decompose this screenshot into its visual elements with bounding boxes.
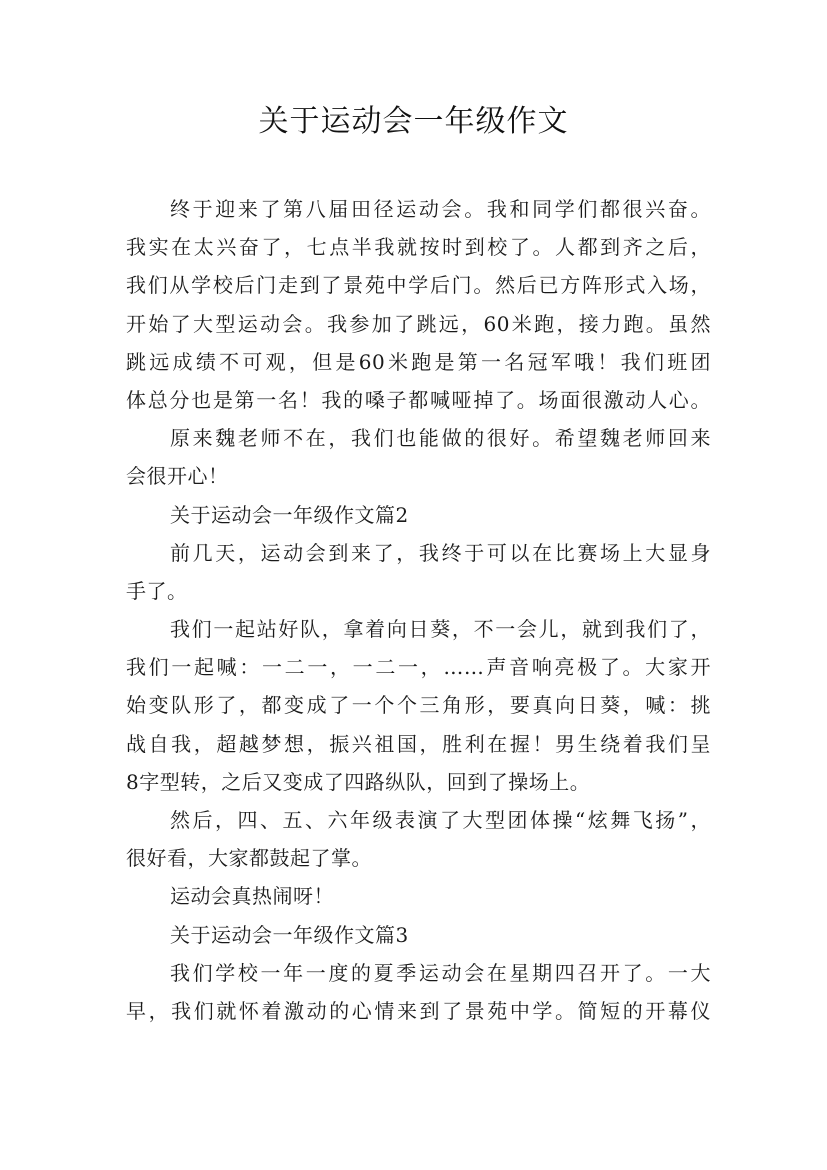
text-line: 关于运动会一年级作文篇2 (170, 502, 409, 527)
text-line: 运动会真热闹呀！ (170, 884, 334, 909)
text-line: 手了。 (126, 578, 188, 603)
text-line: 8字型转，之后又变成了四路纵队，回到了操场上。 (126, 769, 591, 794)
text-line: 体总分也是第一名！我的嗓子都喊哑掉了。场面很激动人心。 (126, 387, 711, 412)
text-line: 战自我，超越梦想，振兴祖国，胜利在握！男生绕着我们呈 (126, 731, 711, 756)
text-line: 关于运动会一年级作文篇3 (170, 922, 409, 947)
text-line: 始变队形了，都变成了一个个三角形，要真向日葵，喊：挑 (126, 693, 711, 718)
text-line: 原来魏老师不在，我们也能做的很好。希望魏老师回来 (170, 426, 711, 451)
text-line: 我实在太兴奋了，七点半我就按时到校了。人都到齐之后， (126, 235, 711, 260)
text-line: 跳远成绩不可观，但是60米跑是第一名冠军哦！我们班团 (126, 349, 711, 374)
text-line: 我们一起站好队，拿着向日葵，不一会儿，就到我们了， (170, 617, 711, 642)
text-line: 早，我们就怀着激动的心情来到了景苑中学。简短的开幕仪 (126, 998, 711, 1023)
text-line: 我们从学校后门走到了景苑中学后门。然后已方阵形式入场， (126, 273, 711, 298)
text-line: 会很开心！ (126, 464, 229, 489)
text-line: 然后，四、五、六年级表演了大型团体操“炫舞飞扬”， (170, 808, 711, 832)
text-line: 前几天，运动会到来了，我终于可以在比赛场上大显身 (170, 540, 711, 565)
document-body (126, 190, 711, 1030)
text-line: 终于迎来了第八届田径运动会。我和同学们都很兴奋。 (170, 197, 711, 221)
text-line: 开始了大型运动会。我参加了跳远，60米跑，接力跑。虽然 (126, 311, 711, 336)
text-line: 我们一起喊：一二一，一二一，……声音响亮极了。大家开 (126, 655, 711, 680)
text-line: 很好看，大家都鼓起了掌。 (126, 846, 372, 871)
document-title: 关于运动会一年级作文 (258, 104, 569, 139)
text-line: 我们学校一年一度的夏季运动会在星期四召开了。一大 (170, 960, 711, 985)
